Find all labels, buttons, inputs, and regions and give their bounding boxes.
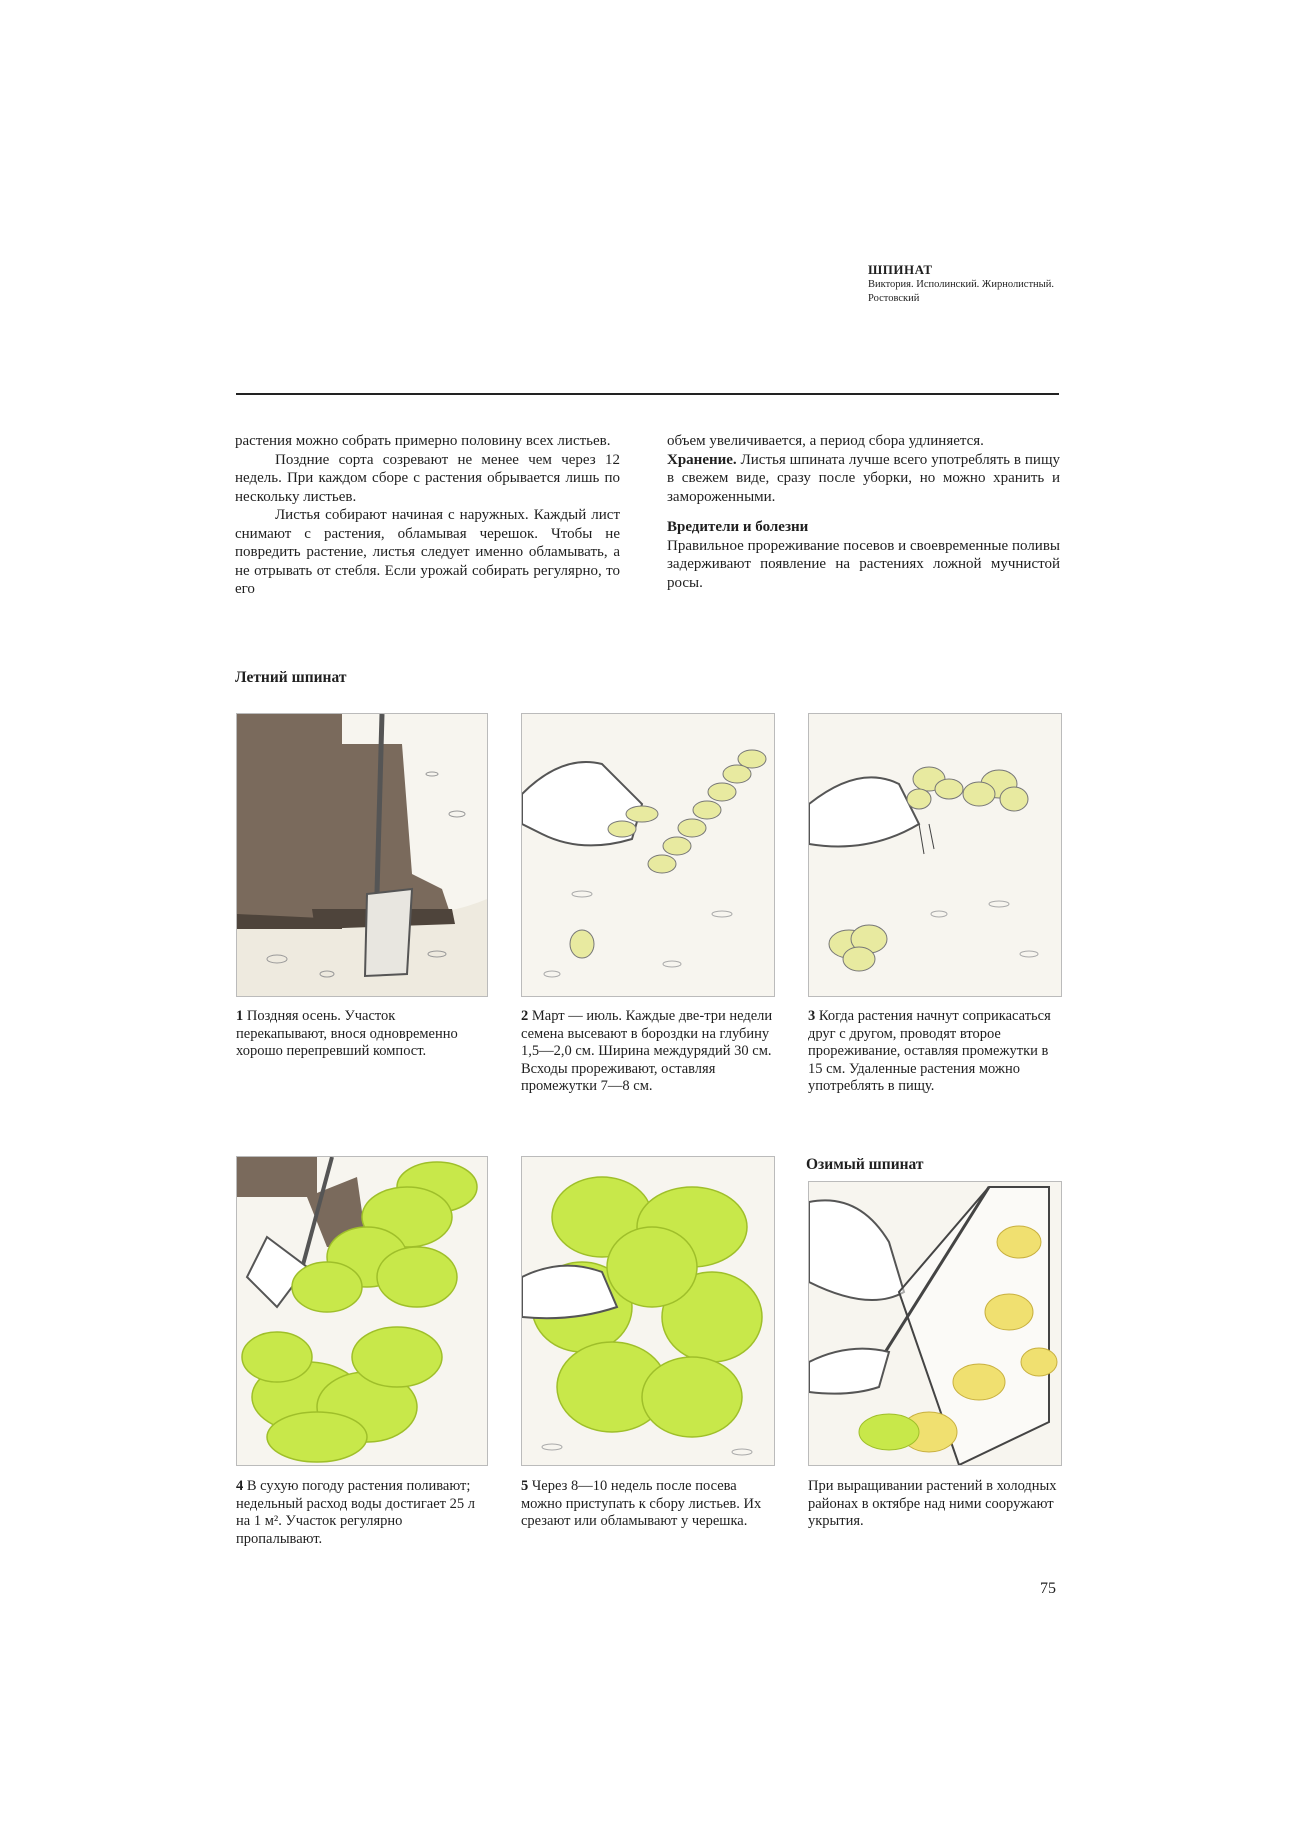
- step-2-caption: [521, 1008, 776, 1096]
- step-text: Поздняя осень. Участок перекапывают, внося одновременно хорошо перепревший компост.: [236, 1008, 458, 1059]
- illustration-harvesting: [521, 1156, 775, 1466]
- paragraph: объем увеличивается, а период сбора удлиняется.: [667, 433, 984, 449]
- step-text: В сухую погоду растения поливают; недельный расход воды достигает 25 л на 1 м². Участок регулярно пропалывают.: [236, 1478, 476, 1547]
- step-number: 3: [808, 1008, 816, 1024]
- step-4-caption: [236, 1478, 486, 1548]
- step-1-caption: [236, 1008, 486, 1061]
- paragraph: Поздние сорта созревают не менее чем через 12 недель. При каждом сборе с растения обрывается лишь по нескольку листьев.: [235, 451, 620, 505]
- step-number: 4: [236, 1478, 244, 1494]
- storage-label: Хранение.: [667, 451, 737, 468]
- winter-caption: [808, 1478, 1060, 1531]
- pests-text: Правильное прореживание посевов и своевременные поливы задерживают появление на растениях ложной мучнистой росы.: [667, 537, 1060, 591]
- text-column-1: [235, 432, 620, 599]
- step-number: 5: [521, 1478, 529, 1494]
- winter-section-title: Озимый шпинат: [806, 1156, 924, 1173]
- step-text: Через 8—10 недель после посева можно приступать к сбору листьев. Их срезают или обламывают у черешка.: [521, 1478, 762, 1529]
- step-5-caption: [521, 1478, 776, 1531]
- illustration-cover: [808, 1181, 1062, 1466]
- paragraph: Листья собирают начиная с наружных. Каждый лист снимают с растения, обламывая черешок. Чтобы не повредить растение, листья следует именно обламывать, а не отрывать от стебля. Если урожай собирать регулярно, то его: [235, 507, 620, 597]
- storage-paragraph: [667, 451, 1060, 507]
- step-text: Март — июль. Каждые две-три недели семена высевают в бороздки на глубину 1,5—2,0 см. Ширина междурядий 30 см. Всходы прореживают, оставляя промежутки 7—8 см.: [521, 1008, 773, 1094]
- page-number: 75: [1040, 1580, 1056, 1597]
- illustration-thinning: [808, 713, 1062, 997]
- varieties-list: Виктория. Исполинский. Жирнолистный. Ростовский: [868, 279, 1054, 304]
- illustration-weeding: [236, 1156, 488, 1466]
- step-3-caption: [808, 1008, 1060, 1096]
- horizontal-rule: [236, 393, 1059, 395]
- step-number: 2: [521, 1008, 529, 1024]
- step-text: При выращивании растений в холодных районах в октябре над ними сооружают укрытия.: [808, 1478, 1057, 1529]
- step-number: 1: [236, 1008, 244, 1024]
- paragraph: растения можно собрать примерно половину всех листьев.: [235, 433, 611, 449]
- pests-heading: Вредители и болезни: [667, 519, 809, 535]
- illustration-sowing: [521, 713, 775, 997]
- summer-section-title: Летний шпинат: [235, 669, 347, 686]
- storage-text: Листья шпината лучше всего употреблять в пищу в свежем виде, сразу после уборки, но можно хранить и замороженными.: [667, 451, 1060, 505]
- illustration-boots-spade: [236, 713, 488, 997]
- crop-title: ШПИНАТ: [868, 262, 933, 277]
- text-column-2: [667, 432, 1060, 592]
- step-text: Когда растения начнут соприкасаться друг с другом, проводят второе прореживание, оставляя промежутки в 15 см. Удаленные растения можно употреблять в пищу.: [808, 1008, 1051, 1094]
